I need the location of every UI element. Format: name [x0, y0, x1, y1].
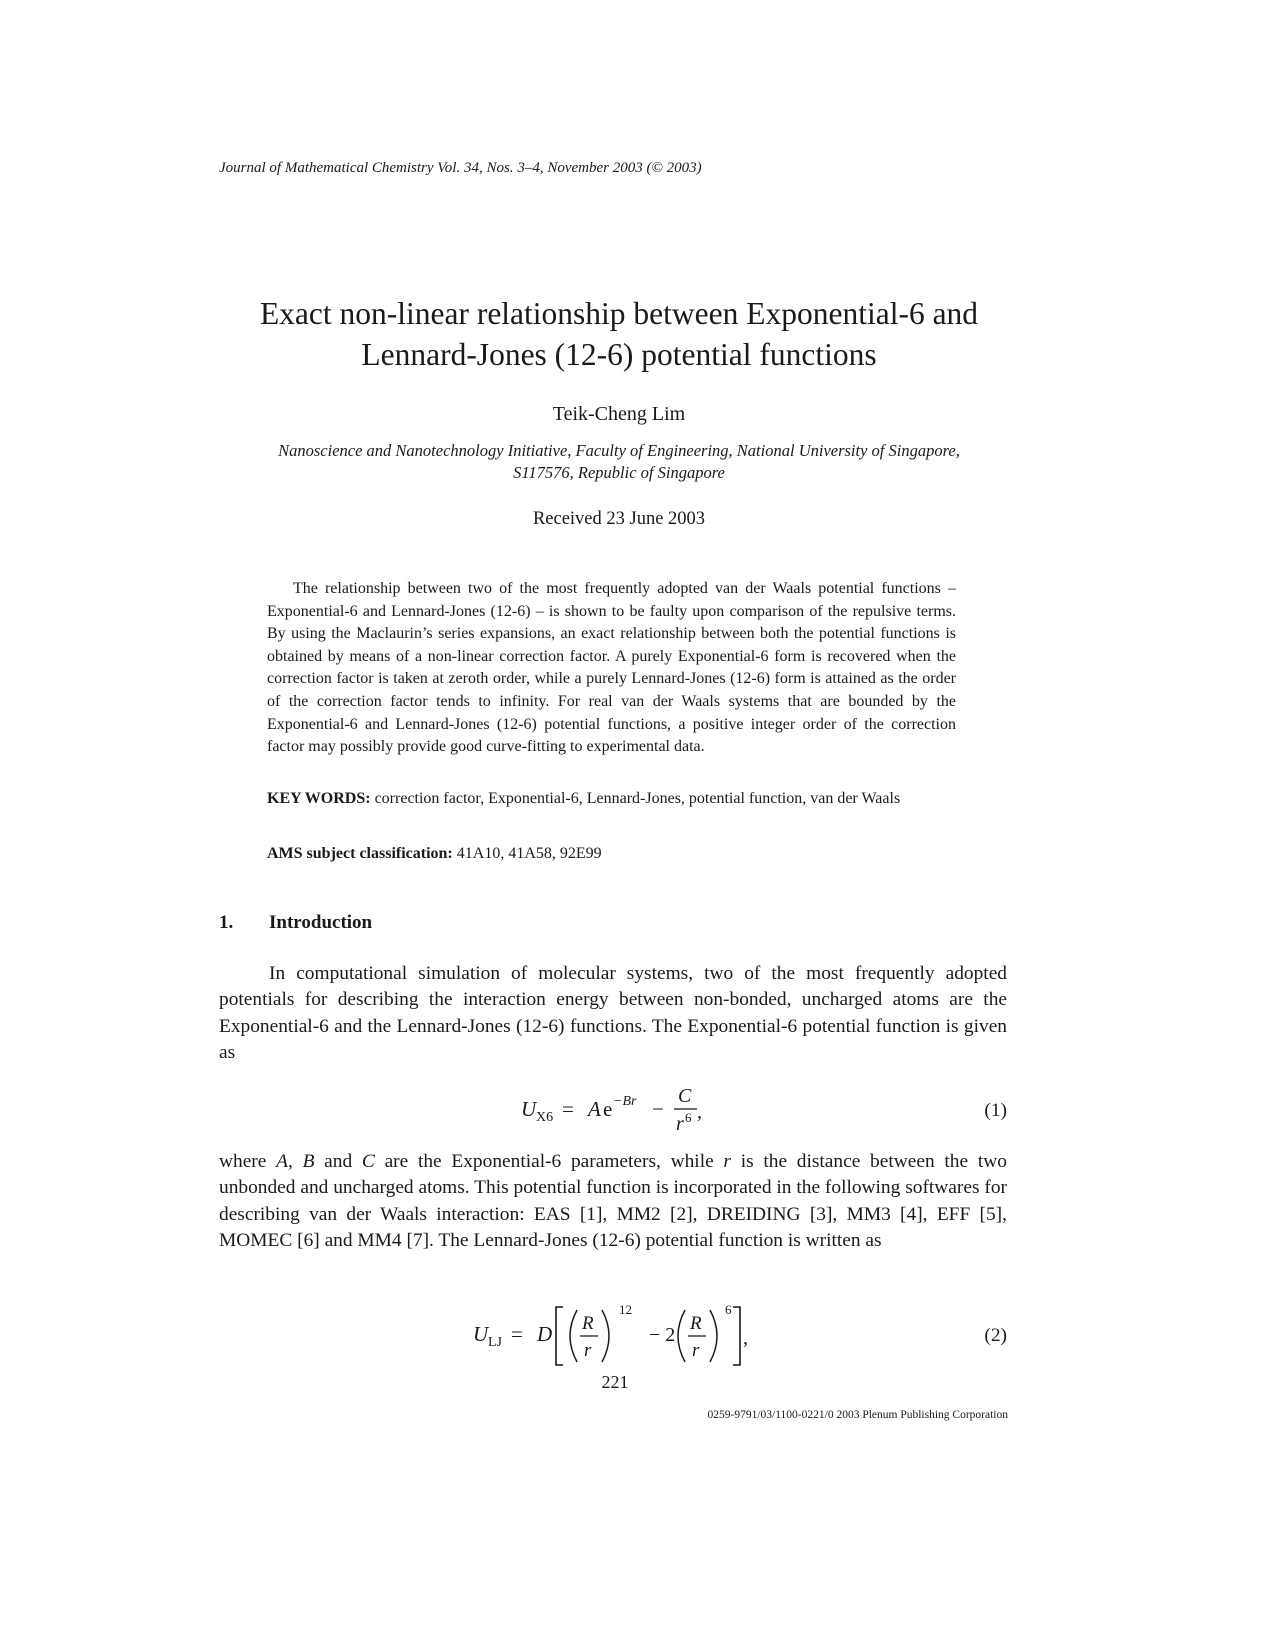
eq1-denominator: r: [676, 1113, 684, 1135]
right-bracket: [733, 1307, 740, 1365]
eq2-r1: r: [584, 1340, 592, 1361]
received-date: Received 23 June 2003: [532, 509, 706, 529]
affiliation-line-1: Nanoscience and Nanotechnology Initiative, Faculty of Engineering, National University of Singapore,: [278, 441, 960, 460]
eq2-lhs: U: [473, 1322, 489, 1346]
eq1-denominator-exp: 6: [685, 1110, 692, 1125]
eq1-e: e: [603, 1097, 613, 1121]
affiliation-line-2: S117576, Republic of Singapore: [513, 463, 725, 482]
paper-title: [180, 293, 1058, 375]
eq2-lhs-sub: LJ: [488, 1335, 502, 1350]
eq2-equals: =: [511, 1322, 523, 1346]
title-line-2: Lennard-Jones (12-6) potential functions: [361, 337, 877, 372]
eq2-minus-two: − 2: [649, 1324, 676, 1346]
ams-text: 41A10, 41A58, 92E99: [456, 845, 602, 862]
eq1-numerator: C: [678, 1085, 692, 1107]
running-head: Journal of Mathematical Chemistry Vol. 34, Nos. 3–4, November 2003 (© 2003): [219, 160, 702, 176]
paren-2-right: [710, 1310, 717, 1362]
ams-label: AMS subject classification:: [267, 845, 453, 862]
footer-publisher: 0259-9791/03/1100-0221/0 2003 Plenum Publishing Corporation: [707, 1409, 1008, 1421]
paragraph-2: where A, B and C are the Exponential-6 parameters, while r is the distance between the two unbonded and uncharged atoms. This potential function is incorporated in the following softwares for describing van der Waals interaction: EAS [1], MM2 [2], DREIDING [3], MM3 [4], EFF [5], MOMEC [6] and MM4 [7]. The Lennard-Jones (12-6) potential function is written as: [219, 1151, 1007, 1252]
eq1-number: (1): [984, 1100, 1007, 1121]
eq2-comma: ,: [743, 1327, 748, 1349]
title-line-1: Exact non-linear relationship between Exponential-6 and: [259, 296, 979, 331]
eq1-lhs: U: [521, 1097, 537, 1121]
ams-classification: [267, 843, 956, 866]
eq2-R2: R: [690, 1313, 702, 1334]
eq2-number: (2): [984, 1325, 1007, 1346]
eq1-lhs-sub: X6: [536, 1110, 554, 1125]
equation-2: [0, 1298, 1275, 1372]
eq1-minus: −: [652, 1097, 664, 1121]
eq2-D: D: [537, 1322, 553, 1346]
page-number: 221: [601, 1372, 629, 1392]
eq1-exponent: −Br: [613, 1094, 637, 1109]
eq2-exp-6: 6: [725, 1302, 732, 1317]
section-number: 1.: [219, 912, 234, 933]
eq2-exp-12: 12: [619, 1302, 632, 1317]
eq2-R1: R: [582, 1313, 594, 1334]
affiliation: [180, 440, 1058, 484]
eq1-comma: ,: [697, 1101, 702, 1123]
keywords: [267, 788, 956, 811]
section-title: Introduction: [269, 912, 373, 933]
author: Teik-Cheng Lim: [552, 403, 686, 425]
keywords-text: correction factor, Exponential-6, Lennard-Jones, potential function, van der Waals: [374, 790, 901, 807]
abstract-text: The relationship between two of the most frequently adopted van der Waals potential functions – Exponential-6 and Lennard-Jones (12-6) – is shown to be faulty upon comparison of the repulsive terms. By using the Maclaurin’s series expansions, an exact relationship between both the potential functions is obtained by means of a non-linear correction factor. A purely Exponential-6 form is recovered when the correction factor is taken at zeroth order, while a purely Lennard-Jones (12-6) form is attained as the order of the correction factor tends to infinity. For real van der Waals systems that are bounded by the Exponential-6 and Lennard-Jones (12-6) potential functions, a positive integer order of the correction factor may possibly provide good curve-fitting to experimental data.: [267, 580, 956, 756]
keywords-label: KEY WORDS:: [267, 790, 371, 807]
eq2-r2: r: [692, 1340, 700, 1361]
section-heading: [219, 912, 372, 934]
eq1-A: A: [588, 1097, 601, 1121]
paren-1-left: [570, 1310, 577, 1362]
paren-1-right: [602, 1310, 609, 1362]
left-bracket: [556, 1307, 563, 1365]
abstract: [267, 578, 956, 759]
paragraph-1: In computational simulation of molecular systems, two of the most frequently adopted potentials for describing the interaction energy between non-bonded, uncharged atoms are the Exponential-6 and the Lennard-Jones (12-6) functions. The Exponential-6 potential function is given as: [219, 963, 1007, 1064]
equation-1: [0, 1078, 1275, 1138]
eq1-equals: =: [562, 1097, 574, 1121]
paren-2-left: [678, 1310, 685, 1362]
